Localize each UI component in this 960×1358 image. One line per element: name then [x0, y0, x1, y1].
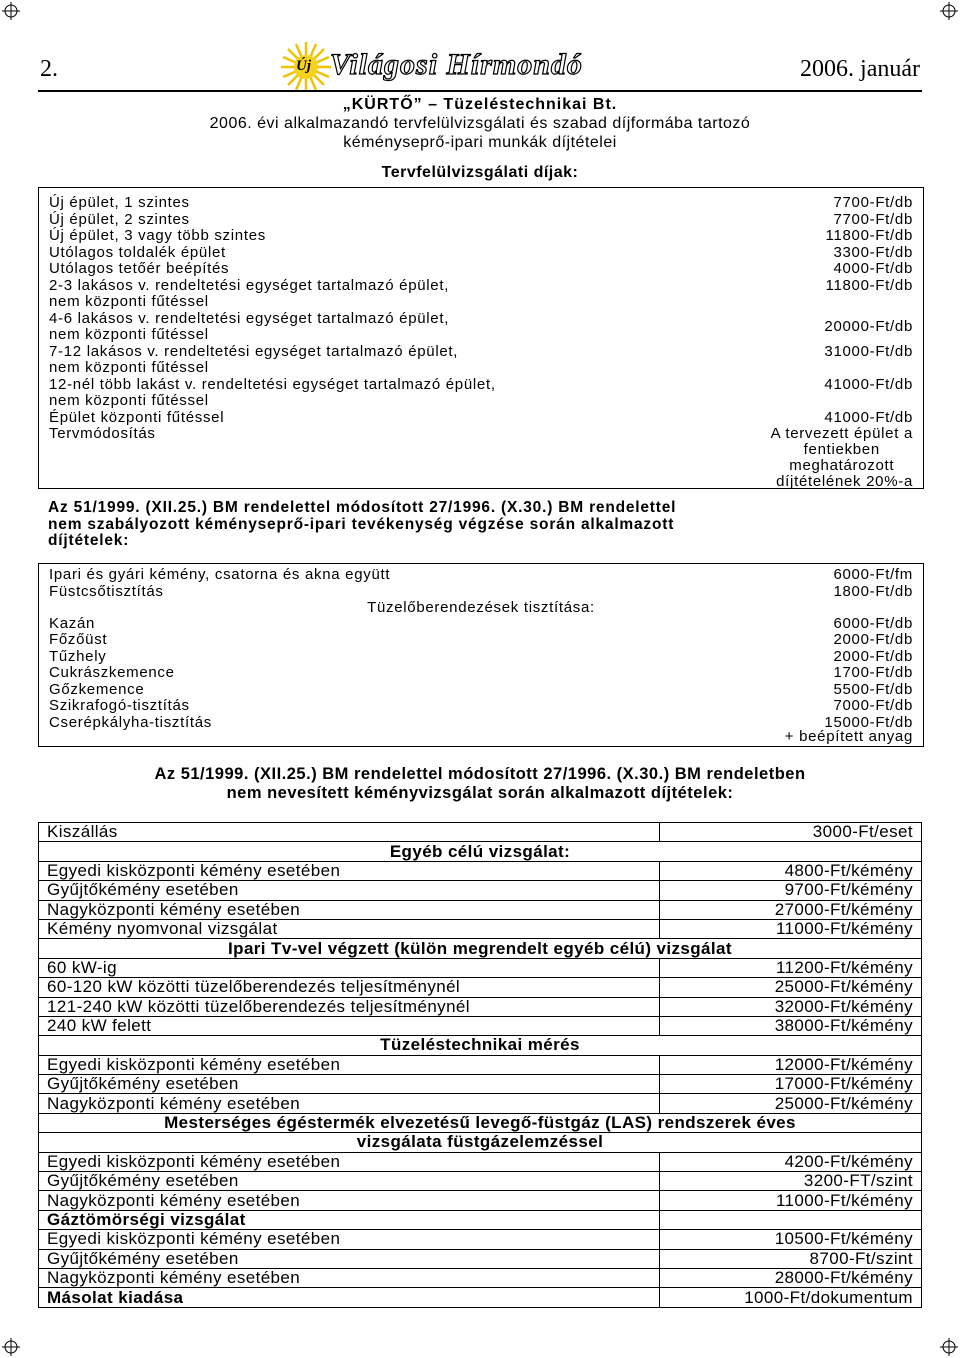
fee-value: 17000-Ft/kémény — [659, 1075, 921, 1094]
fee-label: 60-120 kW közötti tüzelőberendezés teljesítménynél — [39, 978, 660, 997]
fee-label: Egyedi kisközponti kémény esetében — [39, 1230, 660, 1249]
fee-value: 32000-Ft/kémény — [659, 997, 921, 1016]
fee-label: Épület központi fűtéssel — [49, 408, 225, 426]
fee-label: nem központi fűtéssel — [49, 392, 209, 409]
table-heading: Egyéb célú vizsgálat: — [39, 842, 922, 861]
fee-value: 9700-Ft/kémény — [659, 881, 921, 900]
page-number: 2. — [40, 56, 58, 82]
fee-value: 25000-Ft/kémény — [659, 978, 921, 997]
issue-date: 2006. január — [800, 56, 920, 82]
fee-value: 27000-Ft/kémény — [659, 900, 921, 919]
fee-value: 15000-Ft/db — [824, 713, 913, 731]
newspaper-title: Világosi Hírmondó — [330, 48, 583, 81]
crop-mark-icon — [940, 1338, 958, 1356]
crop-mark-icon — [2, 1338, 20, 1356]
fee-value — [771, 426, 913, 490]
fee-value: 4000-Ft/db — [833, 260, 913, 277]
table-row — [39, 1172, 922, 1191]
fee-value: 4200-Ft/kémény — [659, 1152, 921, 1171]
table-row — [39, 1210, 922, 1229]
fee-label: Egyedi kisközponti kémény esetében — [39, 1055, 660, 1074]
fee-value: 20000-Ft/db — [824, 317, 913, 335]
fee-label: Utólagos tetőér beépítés — [49, 260, 230, 277]
fee-value: 41000-Ft/db — [824, 375, 913, 393]
fee-label: Nagyközponti kémény esetében — [39, 1094, 660, 1113]
crop-mark-icon — [2, 2, 20, 20]
fee-label: Cserépkályha-tisztítás — [49, 713, 212, 731]
table-row — [39, 978, 922, 997]
table-row — [39, 1075, 922, 1094]
fee-value: 7700-Ft/db — [833, 210, 913, 228]
table-row — [39, 958, 922, 977]
logo-uj-text: Új — [296, 58, 311, 74]
fee-value: 11200-Ft/kémény — [659, 958, 921, 977]
fee-label: Ipari és gyári kémény, csatorna és akna együtt — [49, 566, 391, 583]
fee-label: Tervmódosítás — [49, 425, 156, 442]
table-row — [39, 997, 922, 1016]
fee-value: 10500-Ft/kémény — [659, 1230, 921, 1249]
fee-value: 25000-Ft/kémény — [659, 1094, 921, 1113]
table-heading: Ipari Tv-vel végzett (külön megrendelt egyéb célú) vizsgálat — [39, 939, 922, 958]
fee-label: Gyűjtőkémény esetében — [39, 1172, 660, 1191]
fee-value: 8700-Ft/szint — [659, 1249, 921, 1268]
note-line: díjtételek: — [48, 532, 130, 549]
page-header — [38, 40, 922, 90]
fee-value: 41000-Ft/db — [824, 408, 913, 426]
fee-label: Gőzkemence — [49, 680, 145, 698]
fee-label: Új épület, 2 szintes — [49, 210, 190, 228]
note-line: Az 51/1999. (XII.25.) BM rendelettel módosított 27/1996. (X.30.) BM rendeletben — [154, 765, 806, 783]
table-row — [39, 919, 922, 938]
table-heading: Tüzeléstechnikai mérés — [39, 1036, 922, 1055]
header-divider — [38, 90, 922, 92]
fee-value: 11800-Ft/db — [825, 276, 913, 294]
fee-label: 60 kW-ig — [39, 958, 660, 977]
fee-value: 3300-Ft/db — [833, 243, 913, 261]
section-note — [48, 500, 888, 550]
note-line: nem nevesített kéményvizsgálat során alkalmazott díjtételek: — [226, 784, 734, 802]
subheading: Tüzelőberendezések tisztítása: — [367, 599, 595, 616]
table-row — [39, 881, 922, 900]
table-row — [39, 1152, 922, 1171]
fee-label: nem központi fűtéssel — [49, 359, 209, 376]
fee-label: Új épület, 3 vagy több szintes — [49, 227, 266, 244]
section-note — [0, 765, 960, 803]
fee-value-line: fentiekben — [803, 441, 880, 458]
fee-label: Kiszállás — [39, 823, 660, 842]
table-row — [39, 1288, 922, 1307]
fee-value: 7000-Ft/db — [833, 697, 913, 714]
fee-value: 6000-Ft/db — [833, 614, 913, 632]
fee-value-line: A tervezett épület a — [770, 425, 913, 442]
fee-label: nem központi fűtéssel — [49, 293, 209, 310]
fee-value: + beépített anyag — [784, 728, 913, 745]
section-title: Tervfelülvizsgálati díjak: — [381, 164, 579, 181]
table-row — [39, 861, 922, 880]
intro-line: kéményseprő-ipari munkák díjtételei — [343, 134, 617, 151]
table-heading-row — [39, 1113, 922, 1132]
fee-value: 1700-Ft/db — [833, 664, 913, 681]
fee-label: Másolat kiadása — [39, 1288, 660, 1307]
fee-label: Gyűjtőkémény esetében — [39, 1249, 660, 1268]
fee-value: 11800-Ft/db — [825, 227, 913, 244]
intro-text — [0, 114, 960, 152]
fee-value: 3000-Ft/eset — [659, 823, 921, 842]
table-row — [39, 1230, 922, 1249]
fee-label: Nagyközponti kémény esetében — [39, 1191, 660, 1210]
fee-value — [659, 1210, 921, 1229]
chimney-fees-box — [38, 563, 924, 747]
table-heading-row — [39, 1133, 922, 1152]
fee-label: 12-nél több lakást v. rendeltetési egységet tartalmazó épület, — [49, 375, 496, 393]
fee-value: 1800-Ft/db — [833, 582, 913, 600]
fee-label: Gáztömörségi vizsgálat — [39, 1210, 660, 1229]
intro-line: 2006. évi alkalmazandó tervfelülvizsgálati és szabad díjformába tartozó — [209, 115, 751, 132]
fee-value: 6000-Ft/fm — [833, 566, 913, 583]
fee-label: Szikrafogó-tisztítás — [49, 697, 190, 714]
table-row — [39, 1249, 922, 1268]
plan-review-fees-box — [38, 187, 924, 489]
fee-label: Új épület, 1 szintes — [49, 194, 190, 211]
fee-label: Kazán — [49, 614, 96, 632]
table-heading: vizsgálata füstgázelemzéssel — [39, 1133, 922, 1152]
fee-label: Főzőüst — [49, 631, 108, 648]
table-row — [39, 1094, 922, 1113]
newspaper-logo — [278, 42, 698, 88]
inspection-fees-table — [38, 822, 922, 1308]
fee-value-line: meghatározott — [789, 457, 895, 474]
fee-value: 28000-Ft/kémény — [659, 1268, 921, 1287]
table-heading: Mesterséges égéstermék elvezetésű levegő-füstgáz (LAS) rendszerek éves — [39, 1113, 922, 1132]
fee-label: Kémény nyomvonal vizsgálat — [39, 919, 660, 938]
table-row — [39, 1268, 922, 1287]
table-heading-row — [39, 939, 922, 958]
table-row — [39, 1016, 922, 1035]
table-row — [39, 900, 922, 919]
fee-value: 11000-Ft/kémény — [659, 1191, 921, 1210]
fee-label: 2-3 lakásos v. rendeltetési egységet tartalmazó épület, — [49, 276, 450, 294]
fee-label: Egyedi kisközponti kémény esetében — [39, 1152, 660, 1171]
fee-value: 4800-Ft/kémény — [659, 861, 921, 880]
fee-label: nem központi fűtéssel — [49, 326, 209, 343]
fee-value-line: díjtételének 20%-a — [776, 473, 913, 490]
fee-value: 11000-Ft/kémény — [659, 919, 921, 938]
fee-value: 5500-Ft/db — [833, 680, 913, 698]
fee-label: 240 kW felett — [39, 1016, 660, 1035]
fee-value: 12000-Ft/kémény — [659, 1055, 921, 1074]
fee-value: 3200-FT/szint — [659, 1172, 921, 1191]
fee-label: 4-6 lakásos v. rendeltetési egységet tartalmazó épület, — [49, 309, 450, 327]
fee-label: Nagyközponti kémény esetében — [39, 900, 660, 919]
fee-label: Nagyközponti kémény esetében — [39, 1268, 660, 1287]
fee-value: 1000-Ft/dokumentum — [659, 1288, 921, 1307]
fee-label: Gyűjtőkémény esetében — [39, 1075, 660, 1094]
fee-value: 31000-Ft/db — [824, 342, 913, 360]
fee-label: Egyedi kisközponti kémény esetében — [39, 861, 660, 880]
fee-label: 121-240 kW közötti tüzelőberendezés teljesítménynél — [39, 997, 660, 1016]
fee-value: 2000-Ft/db — [833, 631, 913, 648]
fee-label: 7-12 lakásos v. rendeltetési egységet tartalmazó épület, — [49, 342, 459, 360]
company-name: „KÜRTŐ” – Tüzeléstechnikai Bt. — [342, 96, 618, 113]
fee-label: Cukrászkemence — [49, 664, 175, 681]
note-line: Az 51/1999. (XII.25.) BM rendelettel módosított 27/1996. (X.30.) BM rendelettel — [48, 499, 677, 516]
table-heading-row — [39, 842, 922, 861]
fee-label: Gyűjtőkémény esetében — [39, 881, 660, 900]
fee-label: Füstcsőtisztítás — [49, 582, 164, 600]
fee-value: 7700-Ft/db — [833, 194, 913, 211]
fee-label: Utólagos toldalék épület — [49, 243, 226, 261]
crop-mark-icon — [940, 2, 958, 20]
fee-label: Tűzhely — [49, 647, 107, 665]
table-row — [39, 823, 922, 842]
table-heading-row — [39, 1036, 922, 1055]
note-line: nem szabályozott kéményseprő-ipari tevékenység végzése során alkalmazott — [48, 515, 675, 533]
table-row — [39, 1191, 922, 1210]
fee-value: 38000-Ft/kémény — [659, 1016, 921, 1035]
table-row — [39, 1055, 922, 1074]
fee-value: 2000-Ft/db — [833, 647, 913, 665]
